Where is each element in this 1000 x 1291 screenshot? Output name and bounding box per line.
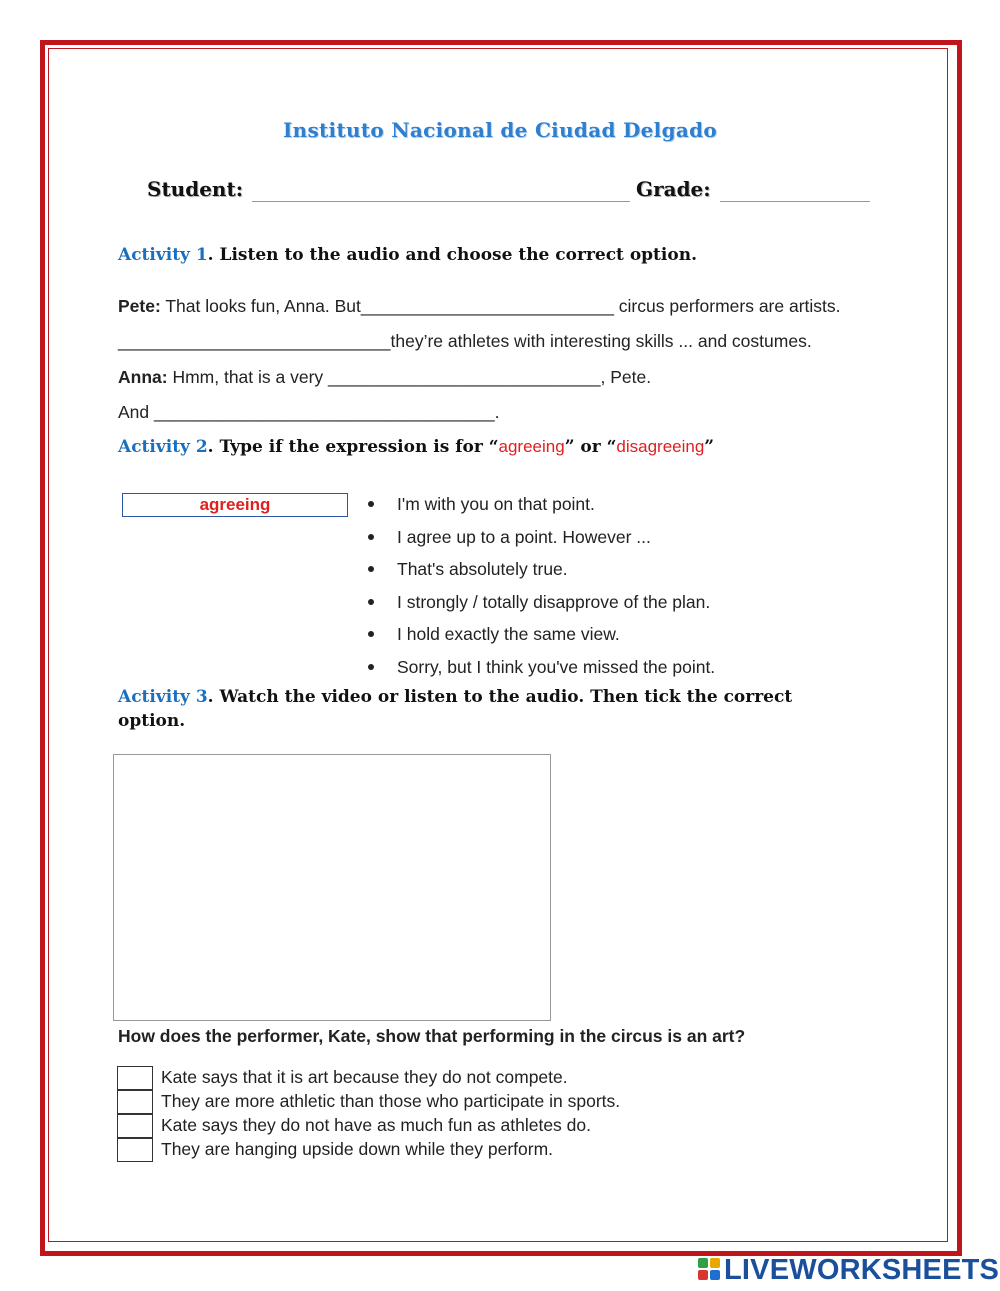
speaker-pete: Pete:	[118, 296, 161, 316]
speaker-anna: Anna:	[118, 367, 168, 387]
bullet-icon	[368, 534, 374, 540]
activity2-instruction-a: . Type if the expression is for “	[207, 437, 499, 457]
bullet-icon	[368, 664, 374, 670]
dialogue-line-4: And ___________________________________.	[118, 402, 500, 422]
school-title: Instituto Nacional de Ciudad Delgado	[282, 118, 718, 142]
activity1-heading	[118, 245, 697, 265]
option-checkbox[interactable]	[117, 1138, 153, 1162]
question-text: How does the performer, Kate, show that performing in the circus is an art?	[118, 1026, 746, 1046]
list-item	[368, 590, 715, 623]
dialogue-line-1	[118, 296, 841, 317]
activity1-instruction: . Listen to the audio and choose the correct option.	[207, 245, 697, 265]
activity2-number: Activity 2	[118, 437, 208, 457]
answer-input[interactable]: agreeing	[122, 493, 348, 517]
expression-text: That's absolutely true.	[397, 559, 568, 580]
video-player[interactable]	[113, 754, 551, 1021]
activity3-heading	[118, 687, 792, 707]
option-checkbox[interactable]	[117, 1066, 153, 1090]
list-item	[368, 492, 715, 525]
expression-text: I hold exactly the same view.	[397, 624, 620, 645]
list-item	[368, 525, 715, 558]
activity1-number: Activity 1	[118, 245, 208, 265]
bullet-icon	[368, 599, 374, 605]
list-item	[368, 557, 715, 590]
liveworksheets-wordmark: LIVEWORKSHEETS	[724, 1254, 1000, 1286]
grade-line[interactable]	[720, 201, 870, 202]
dialogue-line-3	[118, 367, 651, 388]
option-checkbox[interactable]	[117, 1114, 153, 1138]
activity3-instruction-line1: . Watch the video or listen to the audio. Then tick the correct	[207, 687, 793, 707]
dialogue-line-2: ____________________________they’re athletes with interesting skills ... and costumes.	[118, 331, 812, 351]
activity2-instruction-c: ”	[704, 437, 715, 457]
activity3-instruction-line2: option.	[118, 711, 186, 731]
word-agreeing: agreeing	[498, 437, 565, 456]
activity3-number: Activity 3	[118, 687, 208, 707]
bullet-icon	[368, 501, 374, 507]
list-item	[368, 655, 715, 688]
activity2-instruction-b: ” or “	[564, 437, 617, 457]
bullet-icon	[368, 566, 374, 572]
dialogue-line-3-text: Hmm, that is a very ____________________________, Pete.	[167, 367, 652, 387]
grade-label: Grade:	[636, 177, 711, 201]
expression-text: I agree up to a point. However ...	[397, 526, 651, 547]
activity2-heading	[118, 437, 714, 457]
list-item	[368, 622, 715, 655]
student-name-line[interactable]	[252, 201, 630, 202]
option-label: Kate says they do not have as much fun as athletes do.	[161, 1115, 591, 1135]
expression-text: I'm with you on that point.	[397, 494, 595, 514]
dialogue-line-1-text: That looks fun, Anna. But__________________________ circus performers are artists.	[160, 296, 841, 316]
option-checkbox[interactable]	[117, 1090, 153, 1114]
expression-text: I strongly / totally disapprove of the plan.	[397, 591, 711, 612]
liveworksheets-icon	[698, 1258, 722, 1282]
bullet-icon	[368, 631, 374, 637]
option-label: They are more athletic than those who participate in sports.	[161, 1091, 621, 1111]
option-label: Kate says that it is art because they do not compete.	[161, 1067, 568, 1087]
option-label: They are hanging upside down while they perform.	[161, 1139, 554, 1159]
expression-text: Sorry, but I think you've missed the point.	[397, 656, 716, 677]
word-disagreeing: disagreeing	[616, 437, 705, 456]
expression-list	[368, 492, 715, 688]
student-label: Student:	[147, 177, 244, 201]
